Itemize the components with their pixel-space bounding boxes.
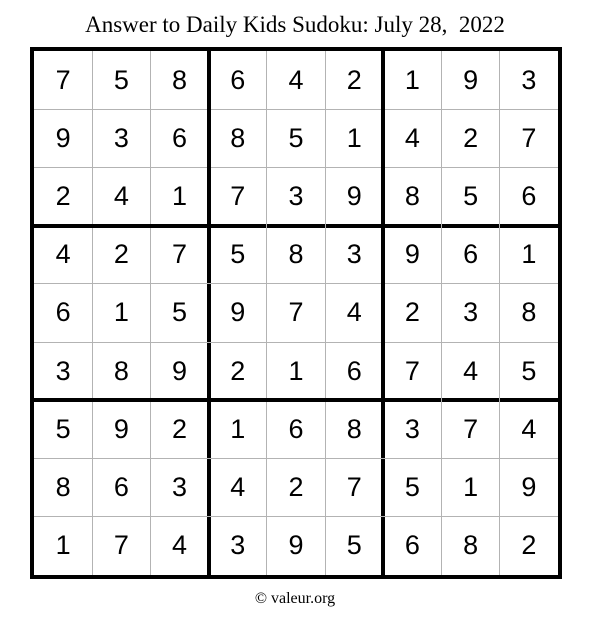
sudoku-cell: 9 [172,355,188,386]
sudoku-cell: 9 [55,122,71,153]
sudoku-cell: 5 [55,413,71,444]
sudoku-cell: 4 [463,355,479,386]
sudoku-cell: 8 [230,122,246,153]
sudoku-cell: 3 [288,181,304,212]
sudoku-cell: 6 [521,181,537,212]
sudoku-cell: 2 [404,297,420,328]
sudoku-cell: 9 [113,413,129,444]
sudoku-cell: 9 [288,530,304,561]
sudoku-cell: 8 [55,472,71,503]
sudoku-cell: 9 [346,181,362,212]
sudoku-cell: 6 [172,122,188,153]
sudoku-cell: 1 [288,355,304,386]
sudoku-cell: 2 [172,413,188,444]
sudoku-cell: 1 [404,64,420,95]
page-title: Answer to Daily Kids Sudoku: July 28, 2022 [85,12,505,37]
sudoku-cell: 2 [463,122,479,153]
sudoku-cell: 3 [521,64,537,95]
sudoku-cell: 1 [521,239,537,270]
sudoku-cell: 2 [288,472,304,503]
copyright-footer: © valeur.org [254,590,336,607]
sudoku-cell: 8 [521,297,537,328]
sudoku-cell: 3 [113,122,129,153]
sudoku-cell: 4 [55,239,71,270]
sudoku-cell: 2 [113,239,129,270]
sudoku-cell: 1 [230,413,246,444]
sudoku-cell: 9 [404,239,420,270]
sudoku-cell: 1 [55,530,71,561]
sudoku-cell: 4 [404,122,420,153]
sudoku-cell: 8 [346,413,362,444]
sudoku-cell: 3 [463,297,479,328]
sudoku-cell: 4 [113,181,129,212]
sudoku-cell: 7 [288,297,304,328]
sudoku-cell: 4 [346,297,362,328]
sudoku-cell: 5 [113,64,129,95]
sudoku-cell: 7 [521,122,537,153]
sudoku-cell: 6 [113,472,129,503]
sudoku-cell: 5 [521,355,537,386]
sudoku-cell: 8 [288,239,304,270]
sudoku-cell: 6 [55,297,71,328]
sudoku-cell: 1 [172,181,188,212]
sudoku-cell: 1 [113,297,129,328]
sudoku-cell: 8 [113,355,129,386]
sudoku-cell: 6 [288,413,304,444]
sudoku-cell: 7 [230,181,246,212]
sudoku-cell: 5 [463,181,479,212]
sudoku-cell: 5 [288,122,304,153]
sudoku-cell: 2 [55,181,71,212]
sudoku-cell: 5 [172,297,188,328]
sudoku-cell: 5 [346,530,362,561]
sudoku-cell: 8 [463,530,479,561]
sudoku-cell: 3 [55,355,71,386]
sudoku-cell: 7 [463,413,479,444]
sudoku-cell: 6 [346,355,362,386]
sudoku-cell: 3 [404,413,420,444]
sudoku-cell: 4 [288,64,304,95]
sudoku-cell: 3 [346,239,362,270]
sudoku-cell: 6 [404,530,420,561]
sudoku-cell: 6 [230,64,246,95]
sudoku-cell: 2 [346,64,362,95]
sudoku-cell: 7 [404,355,420,386]
sudoku-cell: 5 [404,472,420,503]
sudoku-cell: 4 [230,472,246,503]
sudoku-cell: 7 [113,530,129,561]
sudoku-cell: 3 [230,530,246,561]
sudoku-cell: 7 [346,472,362,503]
sudoku-cell: 9 [521,472,537,503]
sudoku-cell: 4 [172,530,188,561]
sudoku-cell: 1 [346,122,362,153]
sudoku-cell: 7 [55,64,71,95]
sudoku-cell: 2 [230,355,246,386]
sudoku-cell: 6 [463,239,479,270]
sudoku-cell: 4 [521,413,537,444]
sudoku-cell: 1 [463,472,479,503]
sudoku-cell: 8 [172,64,188,95]
sudoku-cell: 9 [230,297,246,328]
sudoku-cell: 7 [172,239,188,270]
sudoku-board [30,47,562,579]
sudoku-cell: 9 [463,64,479,95]
sudoku-cell: 8 [404,181,420,212]
sudoku-cell: 3 [172,472,188,503]
sudoku-cell: 2 [521,530,537,561]
sudoku-cell: 5 [230,239,246,270]
